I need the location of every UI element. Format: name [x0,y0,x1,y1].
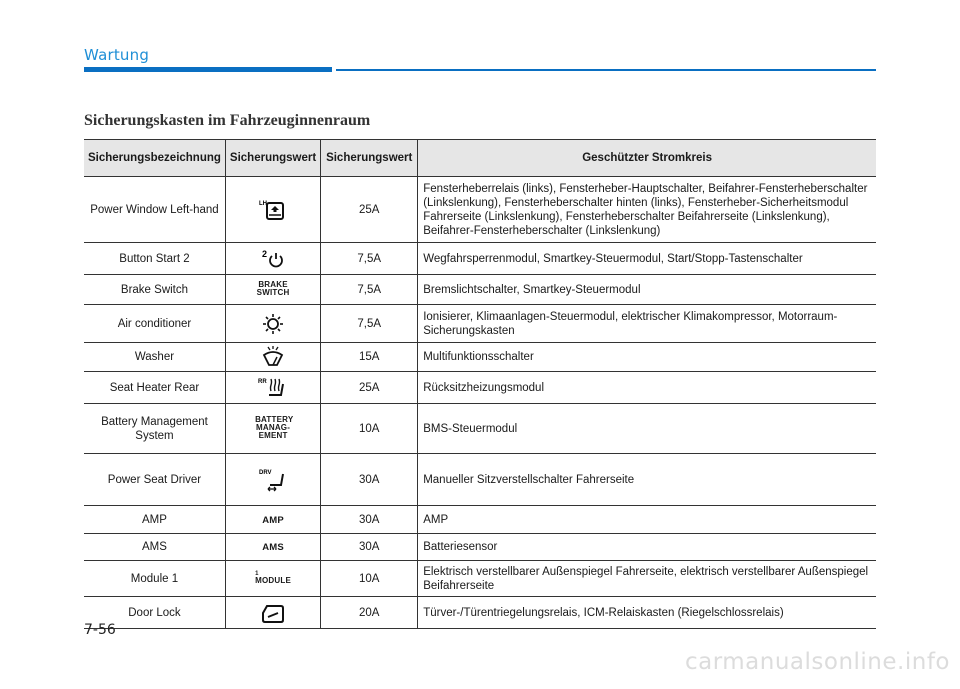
fuse-circuit: Manueller Sitzverstellschalter Fahrerseite [418,454,876,506]
fuse-value: 15A [321,343,418,372]
fuse-name: Seat Heater Rear [84,372,225,404]
fuse-symbol [225,343,320,372]
fuse-value: 30A [321,506,418,534]
fuse-value: 7,5A [321,275,418,305]
fuse-value: 30A [321,534,418,561]
fuse-circuit: Batteriesensor [418,534,876,561]
start-button-icon [255,246,291,272]
col-header-symbol: Sicherungswert [225,140,320,177]
washer-icon [255,345,291,369]
table-row [84,561,876,597]
fuse-value: 7,5A [321,243,418,275]
power-window-lh-icon [255,197,291,223]
fuse-name: Door Lock [84,597,225,629]
fuse-symbol [225,372,320,404]
table-row [84,275,876,305]
fuse-circuit: AMP [418,506,876,534]
fuse-symbol [225,305,320,343]
air-conditioner-icon [255,311,291,337]
table-row [84,305,876,343]
table-header-row [84,140,876,177]
door-lock-icon [255,600,291,626]
fuse-table [84,139,876,629]
fuse-value: 10A [321,561,418,597]
fuse-symbol [225,275,320,305]
battery-management-symbol: BATTERY MANAG- EMENT [255,414,294,440]
fuse-name: Power Seat Driver [84,454,225,506]
page-heading: Sicherungskasten im Fahrzeuginnenraum [84,112,371,129]
table-row [84,372,876,404]
table-row [84,177,876,243]
seat-heater-rear-icon [255,375,291,401]
fuse-symbol [225,177,320,243]
table-row [84,343,876,372]
fuse-circuit: Fensterheberrelais (links), Fensterheber-Hauptschalter, Beifahrer-Fensterheberschalter (Linkslenkung), Fensterheberschalter hinten (links), Fensterheber-Sicherheitsmodul Fahrerseite (Linkslenkung), Fensterheberschalter Beifahrerseite (Linkslenkung), Beifahrer-Fensterheberschalter (Linkslenkung) [418,177,876,243]
fuse-value: 30A [321,454,418,506]
fuse-circuit: Rücksitzheizungsmodul [418,372,876,404]
table-row [84,243,876,275]
col-header-name: Sicherungsbezeichnung [84,140,225,177]
fuse-circuit: BMS-Steuermodul [418,404,876,454]
table-row [84,534,876,561]
fuse-circuit: Ionisierer, Klimaanlagen-Steuermodul, elektrischer Klimakompressor, Motorraum-Sicherungskasten [418,305,876,343]
fuse-value: 10A [321,404,418,454]
table-row [84,506,876,534]
header-rule-thin [336,69,876,71]
col-header-value: Sicherungswert [321,140,418,177]
fuse-symbol [225,404,320,454]
col-header-circuit: Geschützter Stromkreis [418,140,876,177]
fuse-circuit: Elektrisch verstellbarer Außenspiegel Fahrerseite, elektrisch verstellbarer Außenspiegel Beifahrerseite [418,561,876,597]
fuse-name: Battery Management System [84,404,225,454]
fuse-name: AMS [84,534,225,561]
power-seat-driver-icon [255,466,291,494]
symbol-tag: LH [259,200,268,207]
section-label: Wartung [84,46,150,64]
fuse-value: 25A [321,372,418,404]
fuse-symbol [225,597,320,629]
symbol-tag: DRV [259,469,272,476]
fuse-name: Power Window Left-hand [84,177,225,243]
fuse-circuit: Bremslichtschalter, Smartkey-Steuermodul [418,275,876,305]
fuse-circuit: Wegfahrsperrenmodul, Smartkey-Steuermodul, Start/Stopp-Tastenschalter [418,243,876,275]
header-rule-thick [84,67,332,72]
table-row [84,597,876,629]
fuse-name: Air conditioner [84,305,225,343]
fuse-circuit: Türver-/Türentriegelungsrelais, ICM-Relaiskasten (Riegelschlossrelais) [418,597,876,629]
symbol-tag: 2 [262,248,268,259]
brake-switch-symbol: BRAKE SWITCH [256,279,290,297]
fuse-value: 25A [321,177,418,243]
fuse-circuit: Multifunktionsschalter [418,343,876,372]
fuse-name: Module 1 [84,561,225,597]
page-number: 7-56 [84,622,116,638]
fuse-name: Button Start 2 [84,243,225,275]
watermark: carmanualsonline.info [684,649,950,675]
fuse-value: 20A [321,597,418,629]
fuse-symbol [225,534,320,561]
fuse-name: Brake Switch [84,275,225,305]
symbol-label: MODULE [255,575,291,585]
module-symbol [255,571,291,585]
fuse-symbol [225,243,320,275]
ams-symbol: AMS [262,542,284,553]
fuse-name: AMP [84,506,225,534]
fuse-symbol [225,506,320,534]
amp-symbol: AMP [262,514,284,526]
symbol-tag: RR [258,378,267,385]
fuse-name: Washer [84,343,225,372]
table-row [84,454,876,506]
fuse-symbol [225,454,320,506]
fuse-symbol [225,561,320,597]
symbol-tag: 1 [255,570,259,577]
fuse-value: 7,5A [321,305,418,343]
table-row [84,404,876,454]
